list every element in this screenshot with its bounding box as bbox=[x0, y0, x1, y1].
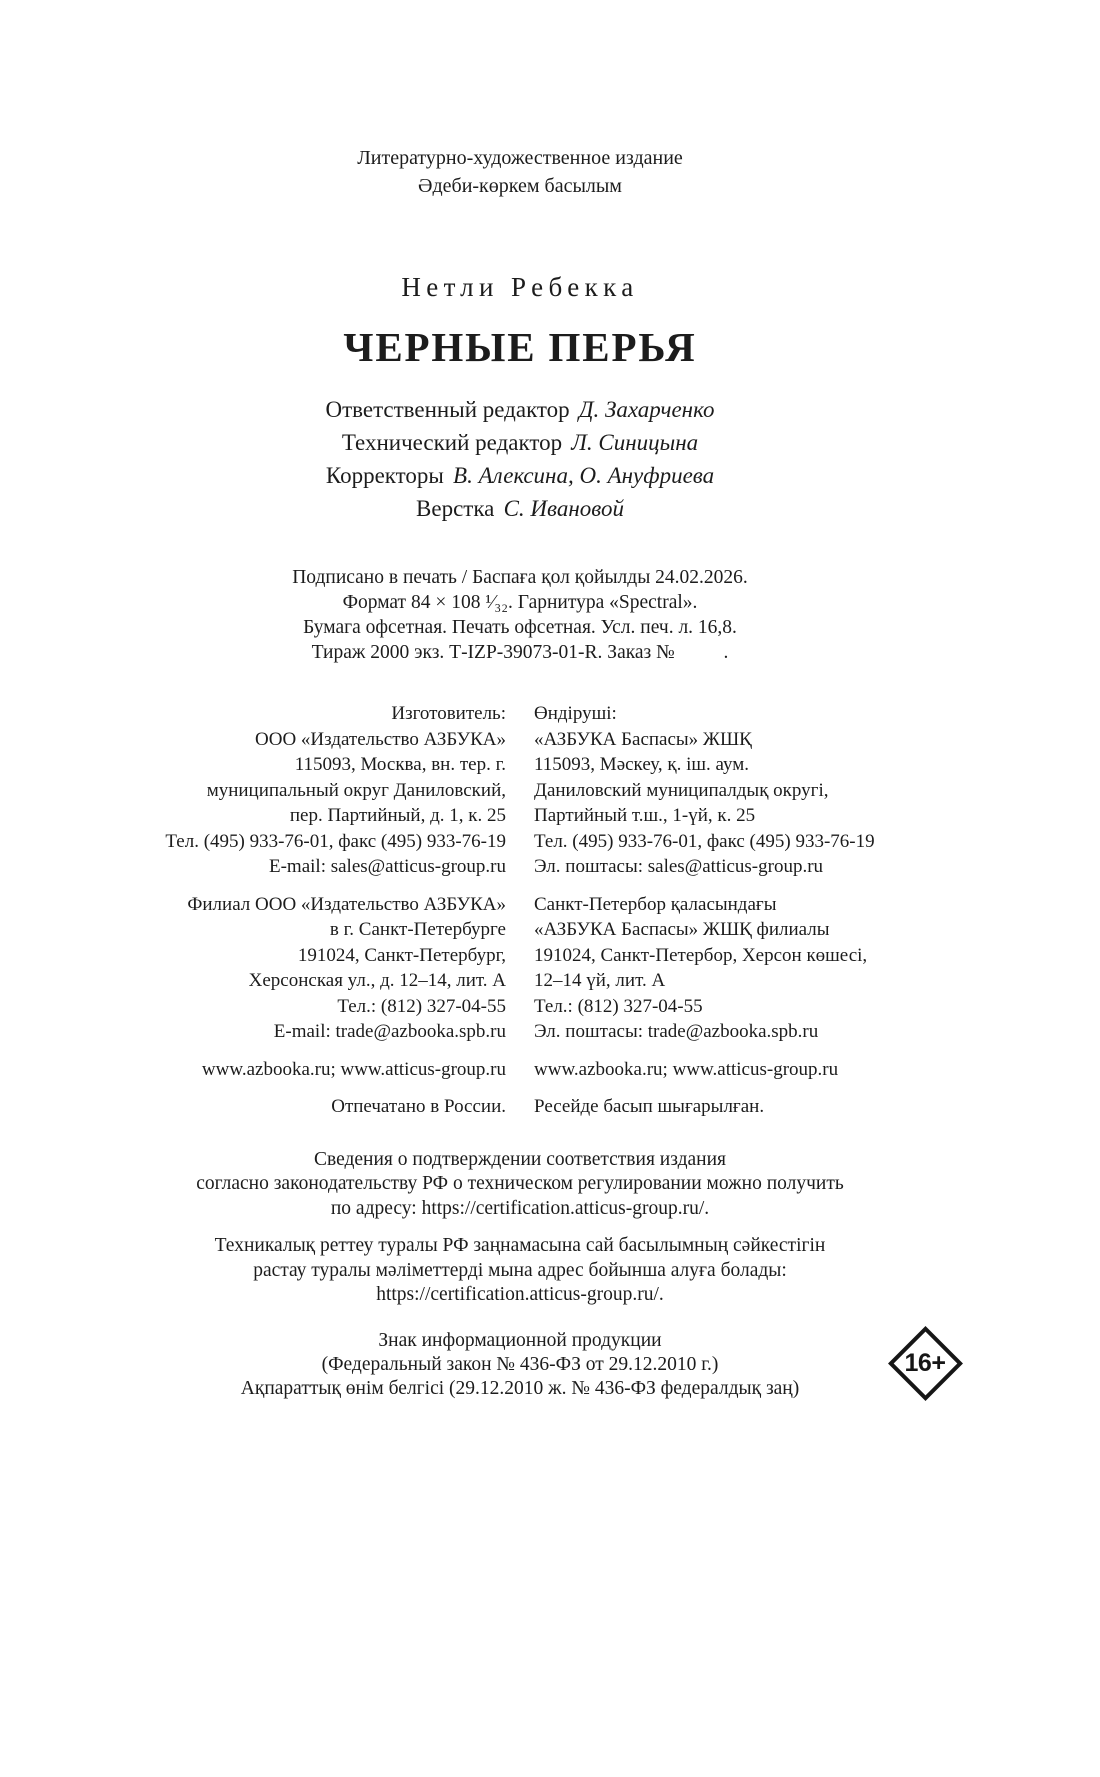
producer-kz-maker bbox=[534, 701, 912, 880]
websites-line: www.azbooka.ru; www.atticus-group.ru bbox=[534, 1058, 839, 1080]
imprint-line: Подписано в печать / Баспаға қол қойылды 24.02.2026. bbox=[292, 567, 748, 588]
producer-ru-branch bbox=[128, 892, 506, 1045]
address-line: Партийный т.ш., 1-үй, к. 25 bbox=[534, 805, 756, 826]
address-line: муниципальный округ Даниловский, bbox=[206, 779, 506, 801]
address-line: 191024, Санкт-Петербор, Херсон көшесі, bbox=[534, 944, 868, 966]
address-line: 12–14 үй, лит. А bbox=[534, 970, 666, 991]
address-line: Өндіруші: bbox=[534, 703, 617, 724]
staff-role: Верстка bbox=[416, 496, 495, 521]
print-imprint-block bbox=[128, 565, 912, 665]
book-title: ЧЕРНЫЕ ПЕРЬЯ bbox=[343, 324, 697, 370]
staff-role: Технический редактор bbox=[341, 430, 563, 455]
staff-person: В. Алексина, О. Ануфриева bbox=[453, 463, 715, 488]
staff-person: С. Ивановой bbox=[503, 496, 624, 521]
address-line: Изготовитель: bbox=[391, 703, 506, 724]
imprint-line: Формат 84 × 108 ¹⁄₃₂. Гарнитура «Spectral». bbox=[342, 592, 698, 613]
certification-block bbox=[128, 1148, 912, 1308]
staff-line bbox=[128, 426, 912, 459]
age-mark-line: Ақпараттық өнім белгісі (29.12.2010 ж. № 436-ФЗ федералдық заң) bbox=[240, 1377, 800, 1399]
certification-line: Техникалық реттеу туралы РФ заңнамасына сай басылымның сәйкестігін bbox=[214, 1235, 826, 1256]
address-line: Тел.: (812) 327-04-55 bbox=[534, 995, 703, 1017]
age-rating-label: 16+ bbox=[904, 1348, 946, 1377]
producer-columns bbox=[128, 701, 912, 1120]
certification-kz bbox=[128, 1234, 912, 1308]
printed-in-line: Ресейде басып шығарылған. bbox=[534, 1096, 765, 1117]
email-line: Эл. поштасы: trade@azbooka.spb.ru bbox=[534, 1021, 819, 1042]
certification-url-line: https://certification.atticus-group.ru/. bbox=[376, 1284, 664, 1305]
age-rating-badge bbox=[892, 1330, 958, 1396]
producer-ru-maker bbox=[128, 701, 506, 880]
producer-kz-branch bbox=[534, 892, 912, 1045]
address-line: ООО «Издательство АЗБУКА» bbox=[255, 728, 506, 750]
staff-role: Ответственный редактор bbox=[325, 397, 570, 422]
imprint-line: Бумага офсетная. Печать офсетная. Усл. печ. л. 16,8. bbox=[303, 617, 737, 638]
address-line: «АЗБУКА Баспасы» ЖШҚ филиалы bbox=[534, 919, 830, 940]
address-line: 191024, Санкт-Петербург, bbox=[297, 944, 506, 966]
staff-person: Л. Синицына bbox=[571, 430, 699, 455]
certification-ru bbox=[128, 1148, 912, 1222]
staff-role: Корректоры bbox=[325, 463, 444, 488]
staff-credits-block bbox=[128, 393, 912, 525]
staff-line bbox=[128, 393, 912, 426]
imprint-line: Тираж 2000 экз. Т-IZP-39073-01-R. Заказ № . bbox=[311, 642, 729, 663]
websites-line: www.azbooka.ru; www.atticus-group.ru bbox=[201, 1058, 506, 1080]
author-name: Нетли Ребекка bbox=[401, 272, 639, 302]
address-line: Филиал ООО «Издательство АЗБУКА» bbox=[187, 893, 506, 915]
email-line: E-mail: trade@azbooka.spb.ru bbox=[273, 1021, 506, 1042]
certification-line: растау туралы мәліметтерді мына адрес бойынша алуға болады: bbox=[253, 1259, 787, 1281]
producer-column-kz bbox=[534, 701, 912, 1120]
book-colophon-page bbox=[128, 0, 912, 1401]
edition-line-ru: Литературно-художественное издание bbox=[357, 147, 683, 169]
address-line: в г. Санкт-Петербурге bbox=[329, 919, 506, 940]
address-line: Тел. (495) 933-76-01, факс (495) 933-76-19 bbox=[165, 830, 506, 852]
age-mark-line: Знак информационной продукции bbox=[378, 1329, 662, 1351]
email-line: Эл. поштасы: sales@atticus-group.ru bbox=[534, 856, 824, 877]
staff-line bbox=[128, 492, 912, 525]
printed-in-line: Отпечатано в России. bbox=[331, 1096, 506, 1117]
certification-line: Сведения о подтверждении соответствия издания bbox=[313, 1148, 726, 1170]
staff-person: Д. Захарченко bbox=[578, 397, 715, 422]
certification-url-line: по адресу: https://certification.atticus-group.ru/. bbox=[330, 1197, 710, 1219]
age-mark-block bbox=[128, 1329, 912, 1401]
address-line: пер. Партийный, д. 1, к. 25 bbox=[289, 805, 506, 826]
certification-line: согласно законодательству РФ о техническом регулировании можно получить bbox=[196, 1173, 844, 1194]
address-line: Тел.: (812) 327-04-55 bbox=[337, 995, 506, 1017]
address-line: 115093, Москва, вн. тер. г. bbox=[294, 754, 506, 775]
address-line: «АЗБУКА Баспасы» ЖШҚ bbox=[534, 728, 752, 750]
age-mark-line: (Федеральный закон № 436-ФЗ от 29.12.2010 г.) bbox=[321, 1353, 719, 1375]
staff-line bbox=[128, 459, 912, 492]
address-line: 115093, Мәскеу, қ. іш. аум. bbox=[534, 754, 750, 775]
email-line: E-mail: sales@atticus-group.ru bbox=[269, 856, 506, 877]
edition-heading bbox=[128, 144, 912, 200]
producer-column-ru bbox=[128, 701, 506, 1120]
address-line: Херсонская ул., д. 12–14, лит. А bbox=[248, 970, 506, 991]
edition-line-kz: Әдеби-көркем басылым bbox=[418, 175, 622, 197]
address-line: Тел. (495) 933-76-01, факс (495) 933-76-19 bbox=[534, 830, 875, 852]
address-line: Даниловский муниципалдық округі, bbox=[534, 779, 829, 801]
address-line: Санкт-Петербор қаласындағы bbox=[534, 893, 777, 915]
